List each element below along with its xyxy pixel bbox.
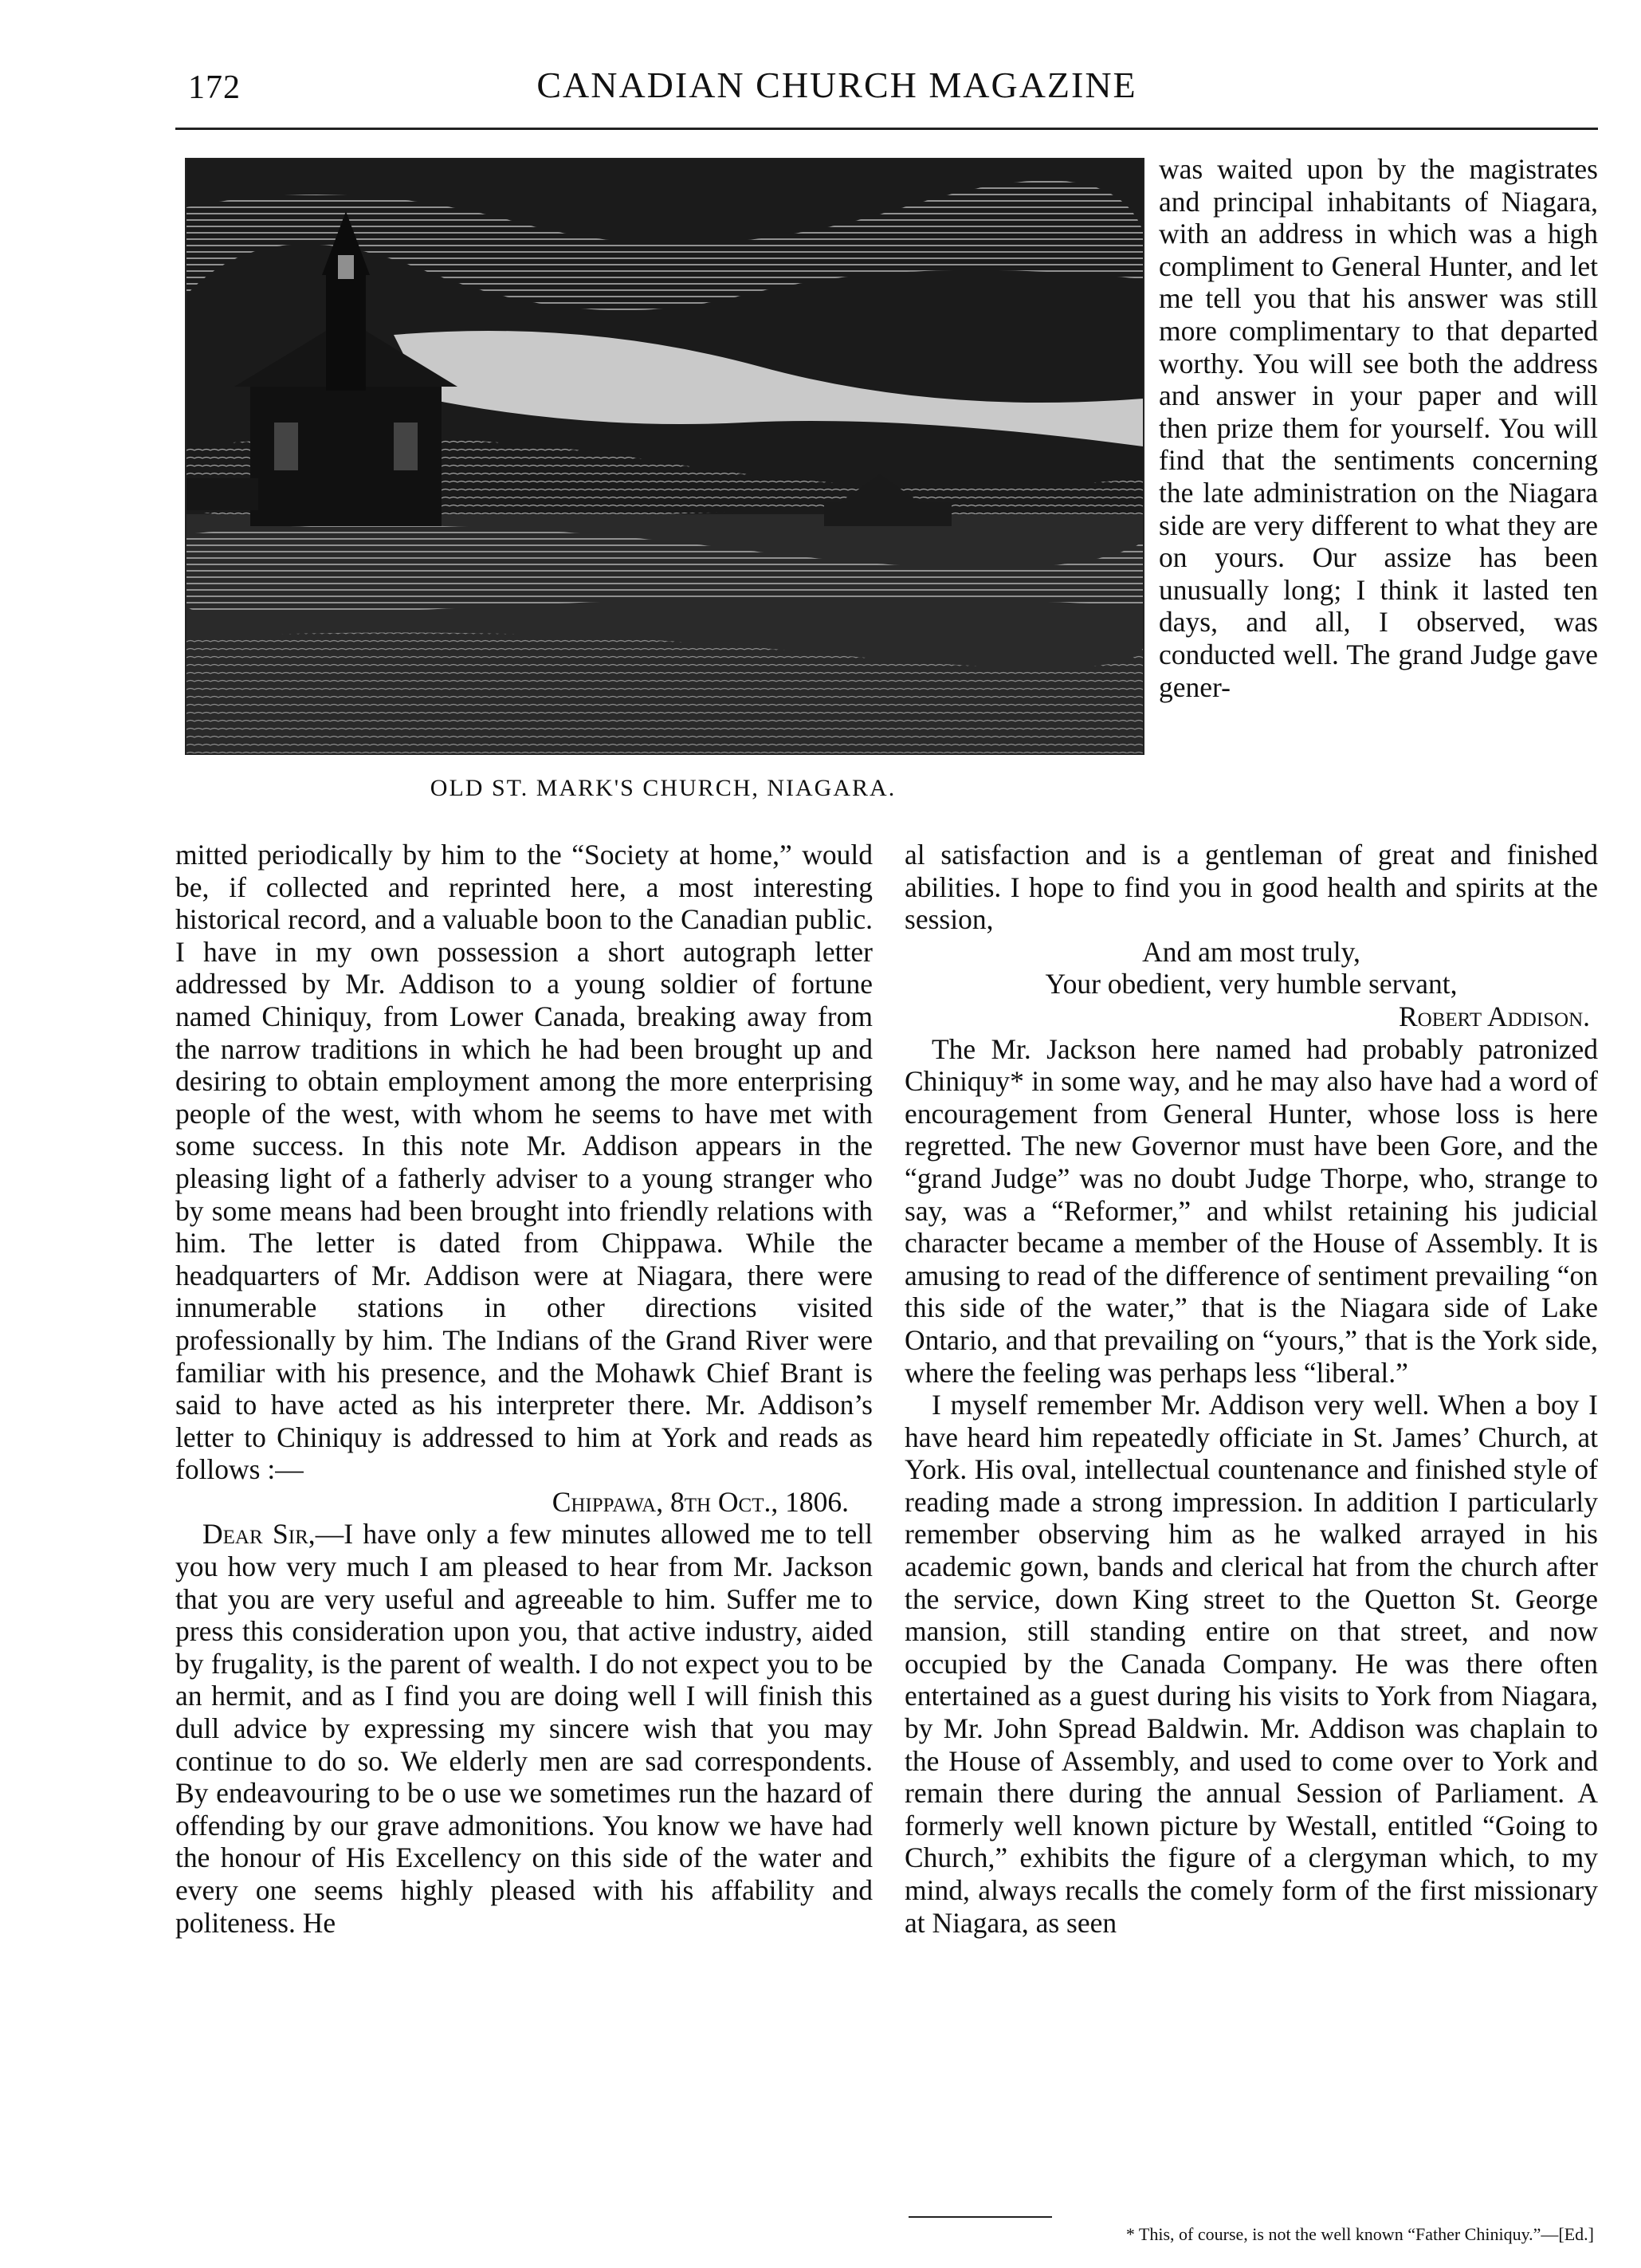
letter-dateline: Chippawa, 8th Oct., 1806. [552,1485,849,1518]
letter-text: —I have only a few minutes allowed me to tell you how very much I am pleased to hear from Mr. Jackson that you are very useful and agreeable to him. Suffer me to press this consideration upon you, that active industry, aided by frugality, is the parent of wealth. I do not expect you to be an hermit, and as I find you are doing well I will finish this dull advice by expressing my sincere wish that you may continue to do so. We elderly men are sad correspondents. By endeavouring to be o use we sometimes run the hazard of offending by our grave admonitions. You know we have had the honour of His Excellency on this side of the water and every one seems highly pleased with his affability and politeness. He [175,1518,873,1939]
running-head: CANADIAN CHURCH MAGAZINE [536,65,1137,105]
right-column-top [1159,153,1598,703]
header-rule [175,128,1598,130]
church-illustration [185,158,1144,755]
church-engraving-image [186,159,1143,753]
right-column-bottom [905,839,1598,1939]
footnote-rule [909,2216,1052,2218]
letter-ending: al satisfaction and is a gentleman of great and finished abilities. I hope to find you in good health and spirits at the session, [905,839,1598,936]
letter-continuation: was waited upon by the magistrates and principal inhabitants of Niagara, with an address in which was a high compliment to General Hunter, and let me tell you that his answer was still more complimentary to that departed worthy. You will see both the address and answer in your paper and will then prize them for yourself. You will find that the sentiments concerning the late administration on the Niagara side are very different to what they are on yours. Our assize has been unusually long; I think it lasted ten days, and all, I observed, was conducted well. The grand Judge gave gener- [1159,153,1598,703]
letter-closing: And am most truly, [1142,935,1360,968]
footnote: * This, of course, is not the well known “Father Chiniquy.”—[Ed.] [1125,2224,1594,2244]
letter-salutation: Dear Sir, [202,1518,316,1551]
letter-body [175,1518,873,1939]
left-column [175,839,873,1939]
figure-caption: OLD ST. MARK'S CHURCH, NIAGARA. [430,775,897,801]
body-paragraph: The Mr. Jackson here named had probably patronized Chiniquy* in some way, and he may also have had a word of encouragement from General Hunter, whose loss is here regretted. The new Governor must have been Gore, and the “grand Judge” was no doubt Judge Thorpe, who, strange to say, was a “Reformer,” and whilst retaining his judicial character became a member of the House of Assembly. It is amusing to read of the difference of sentiment prevailing “on this side of the water,” that is the Niagara side of Lake Ontario, and that prevailing on “yours,” that is the York side, where the feeling was perhaps less “liberal.” [905,1032,1598,1389]
letter-closing-servant: Your obedient, very humble servant, [1045,968,1458,1000]
body-paragraph: I myself remember Mr. Addison very well. When a boy I have heard him repeatedly officiate in St. James’ Church, at York. His oval, intellectual countenance and finished style of reading made a strong impression. In addition I particularly remember observing him as he walked arrayed in his academic gown, bands and clerical hat from the church after the service, down King street to the Quetton St. George mansion, still standing entire on that street, and now occupied by the Canada Company. He was there often entertained as a guest during his visits to York from Niagara, by Mr. John Spread Baldwin. Mr. Addison was chaplain to the House of Assembly, and used to come over to York and remain there during the annual Session of Parliament. A formerly well known picture by Westall, entitled “Going to Church,” exhibits the figure of a clergyman which, to my mind, always recalls the comely form of the first missionary at Niagara, as seen [905,1389,1598,1939]
letter-signature: Robert Addison. [1399,1000,1590,1032]
page-number: 172 [188,69,241,106]
body-paragraph: mitted periodically by him to the “Society at home,” would be, if collected and reprinted here, a most interesting historical record, and a valuable boon to the Canadian public. I have in my own possession a short autograph letter addressed by Mr. Addison to a young soldier of fortune named Chiniquy, from Lower Canada, breaking away from the narrow traditions in which he had been brought up and desiring to obtain employment among the more enterprising people of the west, with whom he seems to have met with some success. In this note Mr. Addison appears in the pleasing light of a fatherly adviser to a young stranger who by some means had been brought into friendly relations with him. The letter is dated from Chippawa. While the headquarters of Mr. Addison were at Niagara, there were innumerable stations in other directions visited professionally by him. The Indians of the Grand River were familiar with his presence, and the Mohawk Chief Brant is said to have acted as his interpreter there. Mr. Addison’s letter to Chiniquy is addressed to him at York and reads as follows :— [175,839,873,1486]
